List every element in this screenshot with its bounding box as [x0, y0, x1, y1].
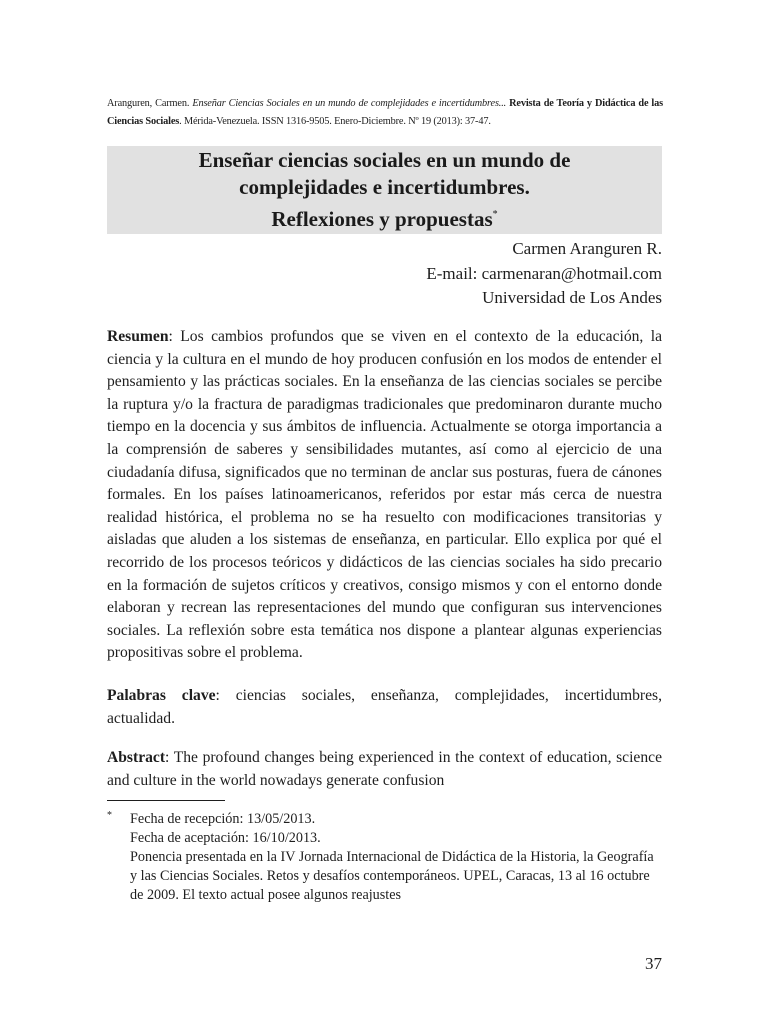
citation-prefix: Aranguren, Carmen. — [107, 98, 193, 109]
citation-journal-name: Revista de Teoría y Didáctica de las Ciencias Sociales — [107, 98, 663, 127]
keywords-label: Palabras clave — [107, 687, 216, 704]
resumen-label: Resumen — [107, 328, 169, 345]
footnote — [130, 810, 663, 905]
title-line-1: Enseñar ciencias sociales en un mundo de — [198, 148, 571, 172]
author-name: Carmen Aranguren R. — [512, 239, 662, 258]
title-footnote-mark: * — [492, 209, 498, 220]
title-line-2: complejidades e incertidumbres. — [239, 175, 530, 199]
abstract-text: : The profound changes being experienced in the context of education, science and culture in the world nowadays generate confusion — [107, 749, 662, 789]
footnote-divider — [107, 800, 225, 801]
resumen-paragraph — [107, 326, 662, 665]
title-line-3-text: Reflexiones y propuestas — [271, 207, 493, 231]
footnote-accepted: Fecha de aceptación: 16/10/2013. — [130, 830, 321, 846]
author-affiliation: Universidad de Los Andes — [482, 288, 662, 307]
resumen-text: : Los cambios profundos que se viven en el contexto de la educación, la ciencia y la cultura en el mundo de hoy producen confusión en los modos de entender el pensamiento y las prácticas sociales. En la enseñanza de las ciencias sociales se percibe la ruptura y/o la fractura de paradigmas tradicionales que predominaron durante mucho tiempo en la docencia y sus ámbitos de influencia. Actualmente se otorga importancia a la comprensión de saberes y sensibilidades mutantes, así como al ejercicio de una ciudadanía difusa, significados que no terminan de anclar sus posturas, fuera de cánones formales. En los países latinoamericanos, referidos por estar más cerca de nuestra realidad histórica, el problema no se ha resuelto con modificaciones transitorias y aisladas que aluden a los sistemas de enseñanza, en particular. Ello explica por qué el recorrido de los procesos teóricos y didácticos de las ciencias sociales ha sido precario en la formación de sujetos críticos y creativos, consigo mismos y con el entorno donde elaboran y recrean las representaciones del mundo que configuran sus intervenciones sociales. La reflexión sobre esta temática nos dispone a plantear algunas experiencias propositivas sobre el problema. — [107, 328, 662, 662]
footnote-mark: * — [107, 810, 112, 821]
keywords-text: : ciencias sociales, enseñanza, complejidades, incertidumbres, actualidad. — [107, 687, 662, 727]
author-block — [426, 237, 662, 311]
author-email: E-mail: carmenaran@hotmail.com — [426, 263, 662, 283]
abstract-paragraph — [107, 747, 662, 792]
citation-header — [107, 95, 663, 131]
footnote-received: Fecha de recepción: 13/05/2013. — [130, 811, 316, 827]
footnote-presentation: Ponencia presentada en la IV Jornada Internacional de Didáctica de la Historia, la Geografía y las Ciencias Sociales. Retos y desafíos contemporáneos. UPEL, Caracas, 13 al 16 octubre de 2009. El texto actual posee algunos reajustes — [130, 849, 654, 903]
title-box — [107, 146, 662, 234]
keywords-paragraph — [107, 685, 662, 730]
page-number: 37 — [645, 954, 662, 973]
article-title — [107, 146, 662, 233]
abstract-label: Abstract — [107, 749, 166, 766]
citation-article-title: Enseñar Ciencias Sociales en un mundo de complejidades e incertidumbres... — [192, 98, 507, 109]
title-line-3 — [107, 201, 662, 233]
citation-details: . Mérida-Venezuela. ISSN 1316-9505. Enero-Diciembre. Nº 19 (2013): 37-47. — [179, 116, 491, 127]
